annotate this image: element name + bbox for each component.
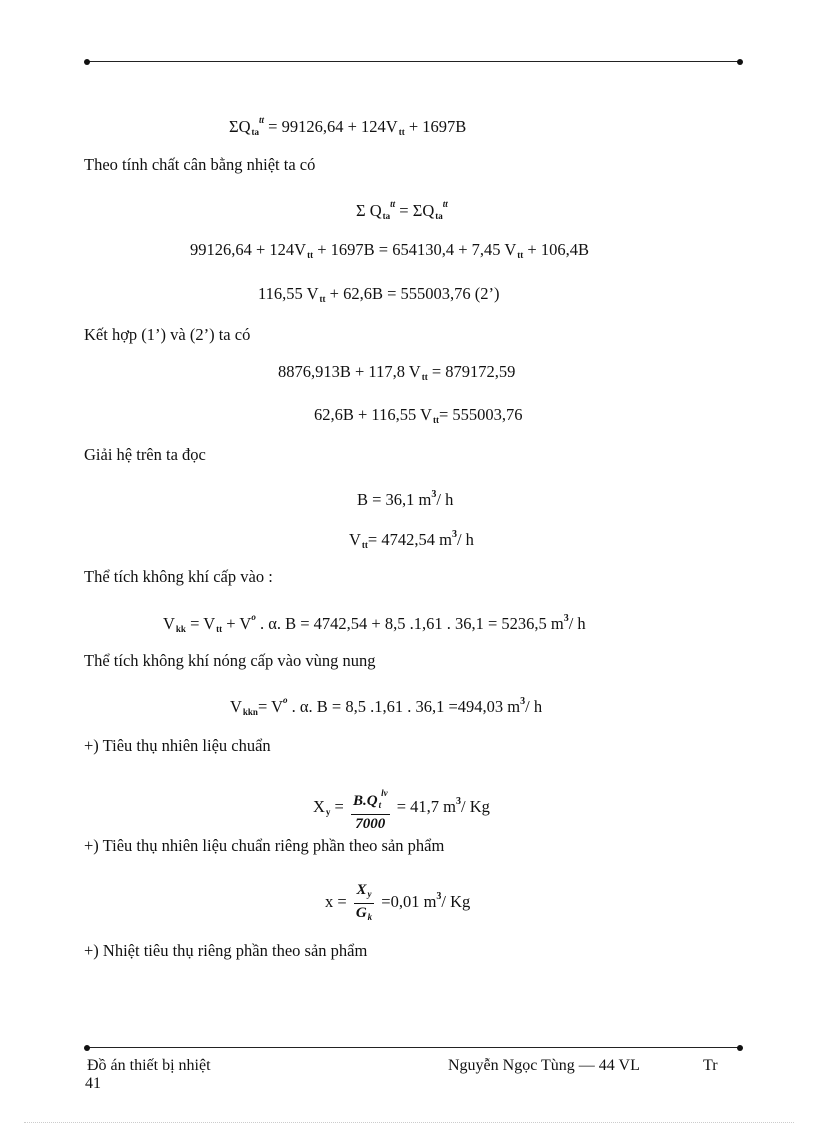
- paragraph-fuel-std: +) Tiêu thụ nhiên liệu chuẩn: [84, 736, 271, 755]
- header-rule-dot-left: [84, 59, 90, 65]
- footer-page-number: 41: [85, 1075, 101, 1092]
- paragraph-air-supply: Thể tích không khí cấp vào :: [84, 567, 273, 586]
- fraction-fuel-std: $\frac{B.Q_t^{lv}}{7000}$: [351, 784, 390, 833]
- footer-title: Đồ án thiết bị nhiệt: [87, 1057, 211, 1074]
- equation-system-1: 8876,913B + 117,8 $V_{tt} = 879172,59$: [278, 362, 516, 382]
- footer-author: Nguyễn Ngọc Tùng — 44 VL: [448, 1057, 640, 1074]
- paragraph-heat-spec: +) Nhiệt tiêu thụ riêng phần theo sản phẩm: [84, 941, 368, 960]
- equation-result-v: $V_{tt}= 4742,54$ $m^3/$ h: [349, 529, 474, 550]
- paragraph-heat-balance: Theo tính chất cân bằng nhiệt ta có: [84, 155, 316, 174]
- equation-system-2: 62,6B + 116,55 $V_{tt}= 555003,76$: [314, 405, 523, 425]
- equation-air-supply: $V_{kk} = V_{tt} + V^o$ . α. B = 4742,54 + 8,5 .1,61 . 36,1 = 5236,5 $m^3/$ h: [163, 612, 586, 634]
- footer-rule: [86, 1047, 740, 1048]
- paragraph-combine: Kết hợp (1’) và (2’) ta có: [84, 325, 251, 344]
- footer-rule-dot-left: [84, 1045, 90, 1051]
- paragraph-fuel-spec: +) Tiêu thụ nhiên liệu chuẩn riêng phần theo sản phẩm: [84, 836, 445, 855]
- paragraph-hot-air: Thể tích không khí nóng cấp vào vùng nung: [84, 651, 376, 670]
- fraction-fuel-spec: $\frac{X_y}{G_k}$: [355, 881, 373, 922]
- footer-page-label: Tr: [703, 1057, 718, 1074]
- footer-rule-dot-right: [737, 1045, 743, 1051]
- header-rule-dot-right: [737, 59, 743, 65]
- equation-q-sum-out: $\Sigma Q_{ta}^{tt} = 99126,64 + 124V_{tt} + 1697B$: [229, 115, 467, 137]
- equation-balance: Σ $Q_{ta}^{tt} = \Sigma Q_{ta}^{tt}$: [356, 199, 448, 221]
- equation-fuel-spec: x = $\frac{X_y}{G_k}$ =0,01 $m^3/$ Kg: [325, 877, 470, 917]
- equation-2: 116,55 $V_{tt} + 62,6B = 555003,76$ (2’): [258, 284, 500, 304]
- equation-result-b: B = 36,1 $m^3/$ h: [357, 489, 454, 509]
- equation-hot-air: $V_{kkn}= V^o$ . α. B = 8,5 .1,61 . 36,1 =494,03 $m^3/$ h: [230, 695, 543, 717]
- equation-fuel-std: $X_y$ = $\frac{B.Q_t^{lv}}{7000}$ = 41,7 $m^3/$ Kg: [313, 782, 490, 822]
- equation-expand: $99126,64 + 124V_{tt} + 1697B = 654130,4 + 7,45$ $V_{tt} + 106,4B$: [190, 240, 589, 260]
- header-rule: [86, 61, 740, 62]
- paragraph-solve: Giải hệ trên ta đọc: [84, 445, 206, 464]
